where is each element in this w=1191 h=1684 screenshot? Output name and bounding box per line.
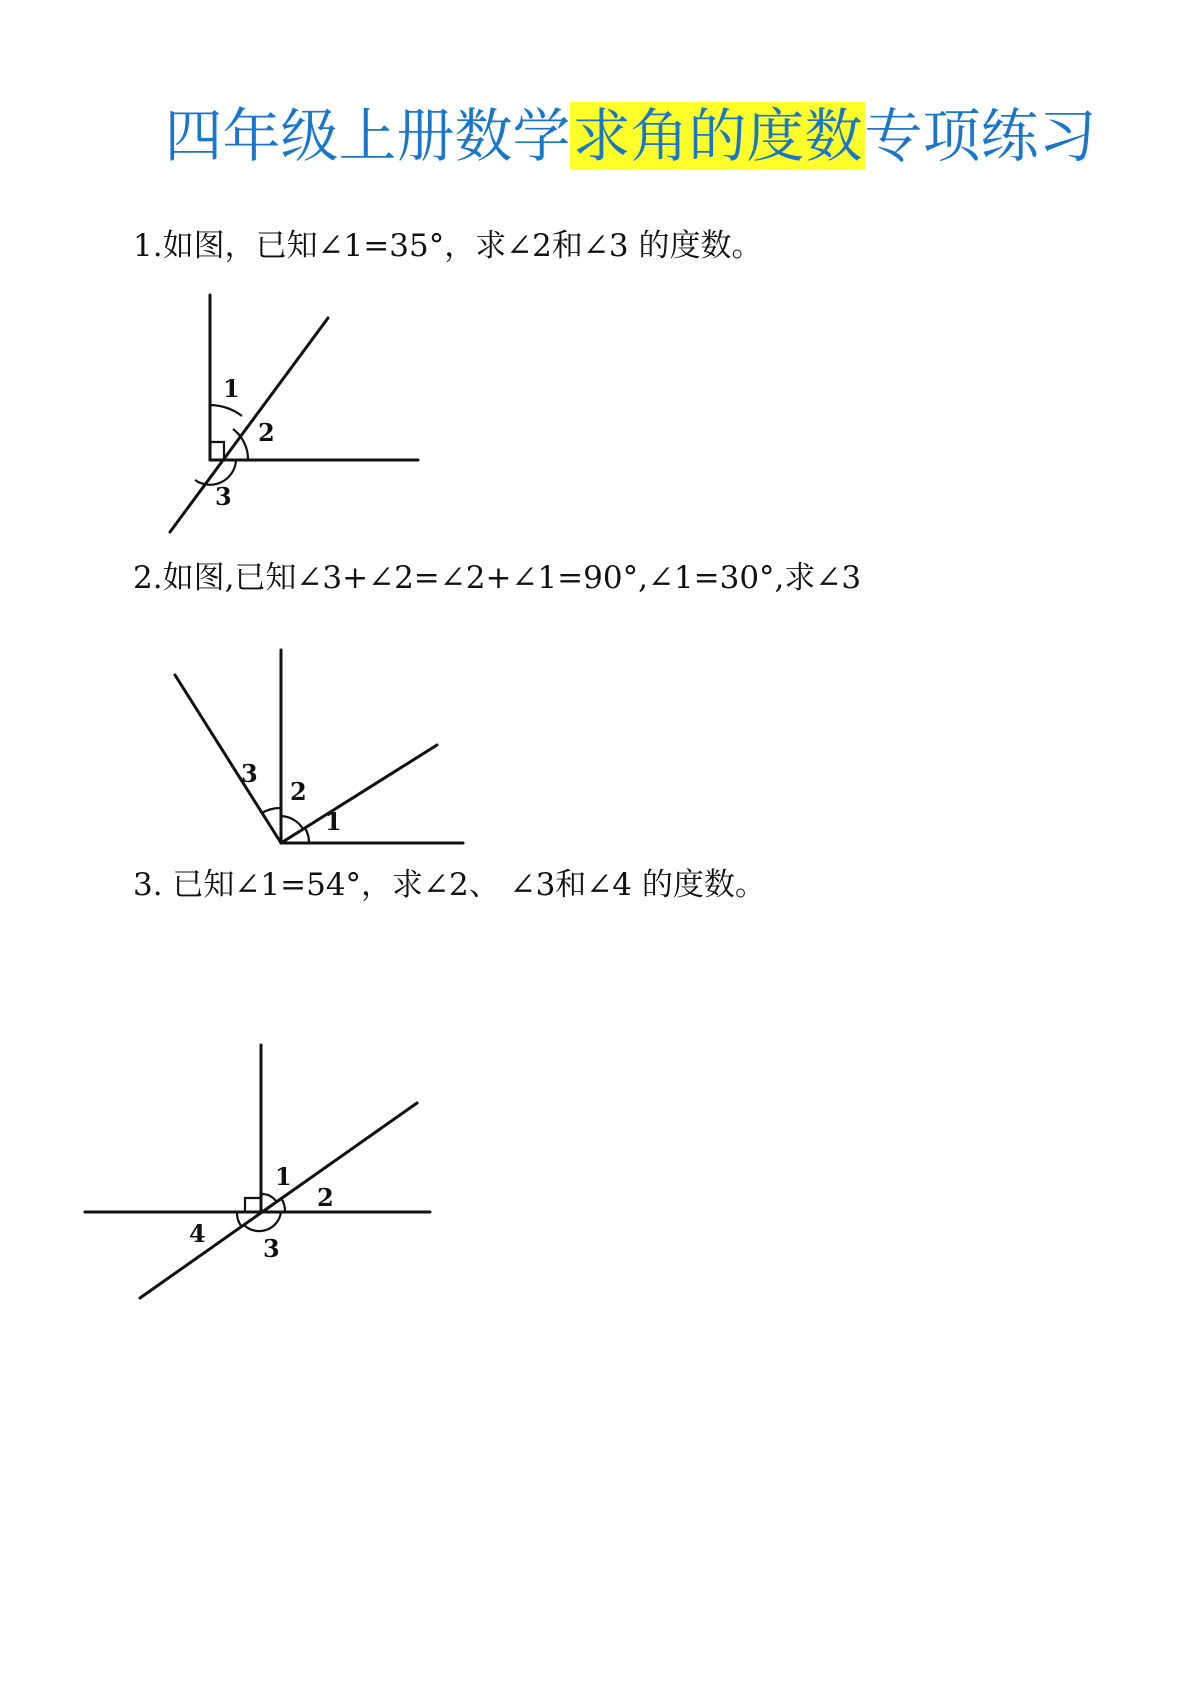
fig1-label-2: 2 xyxy=(258,418,275,447)
fig1-label-3: 3 xyxy=(215,482,232,511)
fig3-diagonal-line xyxy=(140,1103,417,1298)
fig1-right-angle-mark xyxy=(210,442,224,460)
fig3-label-1: 1 xyxy=(275,1162,292,1191)
figure-3-angle-diagram xyxy=(85,1040,435,1300)
title-highlight: 求角的度数 xyxy=(572,102,863,170)
fig1-label-1: 1 xyxy=(223,374,240,403)
question-1: 1.如图，已知∠1=35°，求∠2和∠3 的度数。 xyxy=(133,228,763,264)
fig1-diagonal-line xyxy=(170,318,328,532)
page-title xyxy=(0,98,1191,174)
fig3-right-angle-mark xyxy=(245,1198,261,1212)
question-3: 3. 已知∠1=54°，求∠2、 ∠3和∠4 的度数。 xyxy=(133,867,766,903)
fig2-label-3: 3 xyxy=(241,759,258,788)
title-part-1: 四年级上册数学 xyxy=(164,102,571,170)
fig3-label-3: 3 xyxy=(263,1234,280,1263)
fig2-label-2: 2 xyxy=(290,777,307,806)
fig3-label-4: 4 xyxy=(189,1219,206,1248)
fig2-left-ray xyxy=(175,675,281,843)
fig3-angle-2-arc xyxy=(281,1198,285,1212)
fig2-label-1: 1 xyxy=(325,807,342,836)
fig3-angle-4-arc xyxy=(237,1212,241,1226)
fig3-label-2: 2 xyxy=(317,1183,334,1212)
fig2-angle-1-arc xyxy=(305,828,309,843)
fig2-angle-3-arc xyxy=(262,808,281,813)
title-part-2: 专项练习 xyxy=(864,102,1097,170)
figure-1-angle-diagram xyxy=(160,290,420,540)
fig1-angle-1-arc xyxy=(210,405,242,416)
fig2-angle-2-arc xyxy=(281,816,303,829)
figure-2-angle-diagram xyxy=(175,645,465,850)
question-2: 2.如图,已知∠3+∠2=∠2+∠1=90°,∠1=30°,求∠3 xyxy=(133,560,862,596)
fig3-angle-1-arc xyxy=(261,1194,276,1201)
